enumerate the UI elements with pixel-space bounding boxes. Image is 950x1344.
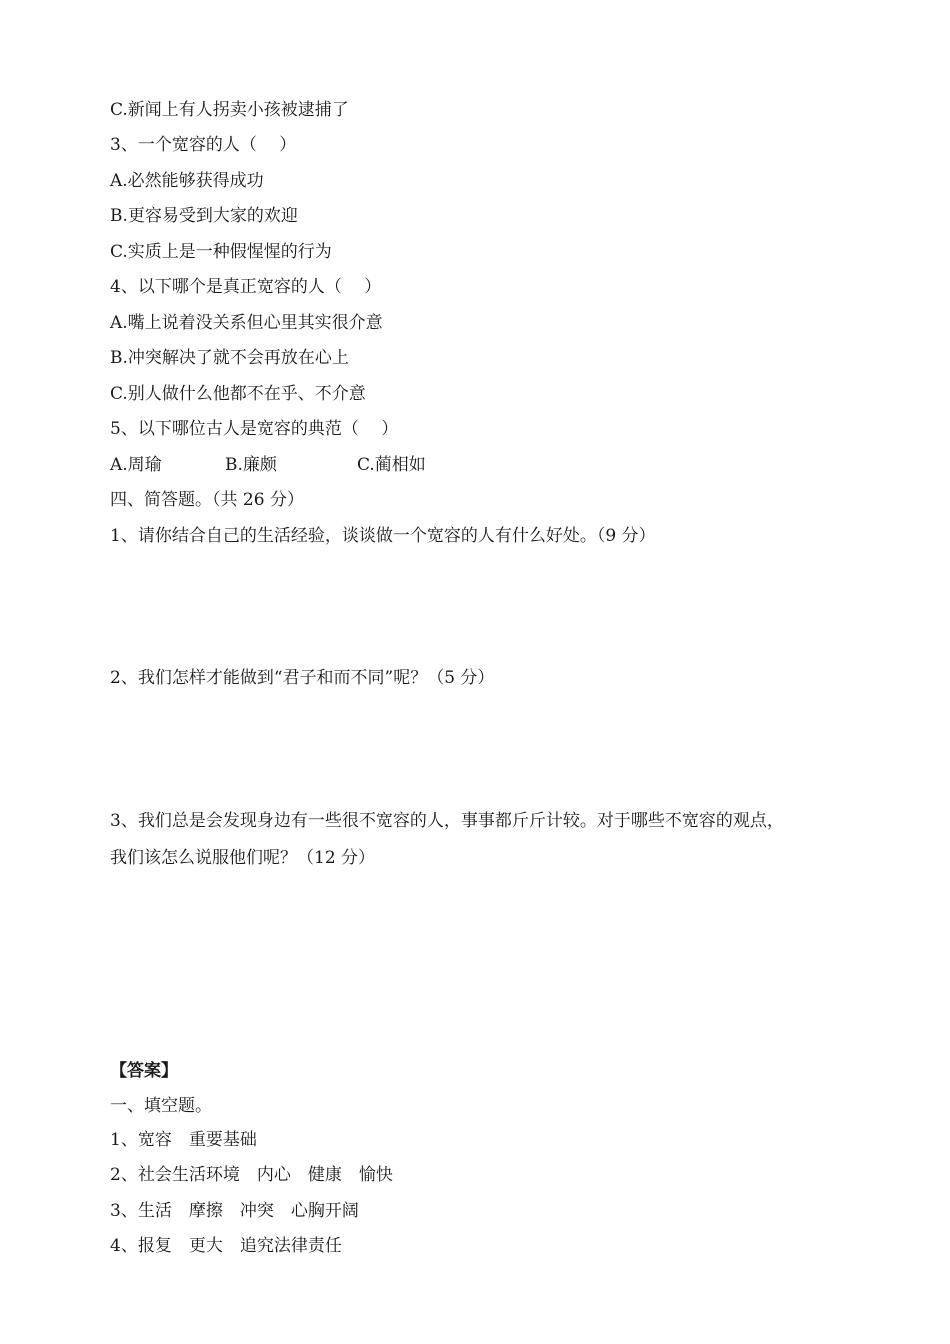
q4-option-a: A.嘴上说着没关系但心里其实很介意 [110, 313, 383, 333]
answers-section1: 一、填空题。 [110, 1096, 212, 1116]
q5-question: 5、以下哪位古人是宽容的典范（ ） [110, 419, 399, 439]
q3-option-a: A.必然能够获得成功 [110, 171, 264, 191]
q4-option-b: B.冲突解决了就不会再放在心上 [110, 348, 349, 368]
q2-option-c: C.新闻上有人拐卖小孩被逮捕了 [110, 100, 349, 120]
answer-3: 3、生活 摩擦 冲突 心胸开阔 [110, 1201, 359, 1221]
q5-option-b: B.廉颇 [225, 455, 277, 475]
q4-option-c: C.别人做什么他都不在乎、不介意 [110, 384, 366, 404]
q5-options [110, 454, 426, 476]
short-answer-q3-line1: 3、我们总是会发现身边有一些很不宽容的人，事事都斤斤计较。对于哪些不宽容的观点， [110, 811, 784, 831]
short-answer-q3-line2: 我们该怎么说服他们呢？（12 分） [110, 848, 376, 868]
answer-4: 4、报复 更大 追究法律责任 [110, 1236, 342, 1256]
q3-option-c: C.实质上是一种假惺惺的行为 [110, 242, 332, 262]
q3-option-b: B.更容易受到大家的欢迎 [110, 206, 298, 226]
answer-1: 1、宽容 重要基础 [110, 1130, 257, 1150]
answers-title: 【答案】 [110, 1061, 178, 1081]
answer-2: 2、社会生活环境 内心 健康 愉快 [110, 1165, 393, 1185]
q5-option-a: A.周瑜 [110, 455, 162, 475]
q3-question: 3、一个宽容的人（ ） [110, 135, 297, 155]
short-answer-q2: 2、我们怎样才能做到“君子和而不同”呢？（5 分） [110, 668, 495, 688]
q4-question: 4、以下哪个是真正宽容的人（ ） [110, 277, 382, 297]
section4-heading: 四、简答题。（共 26 分） [110, 490, 304, 510]
q5-option-c: C.蔺相如 [357, 455, 426, 475]
short-answer-q1: 1、请你结合自己的生活经验，谈谈做一个宽容的人有什么好处。（9 分） [110, 526, 656, 546]
